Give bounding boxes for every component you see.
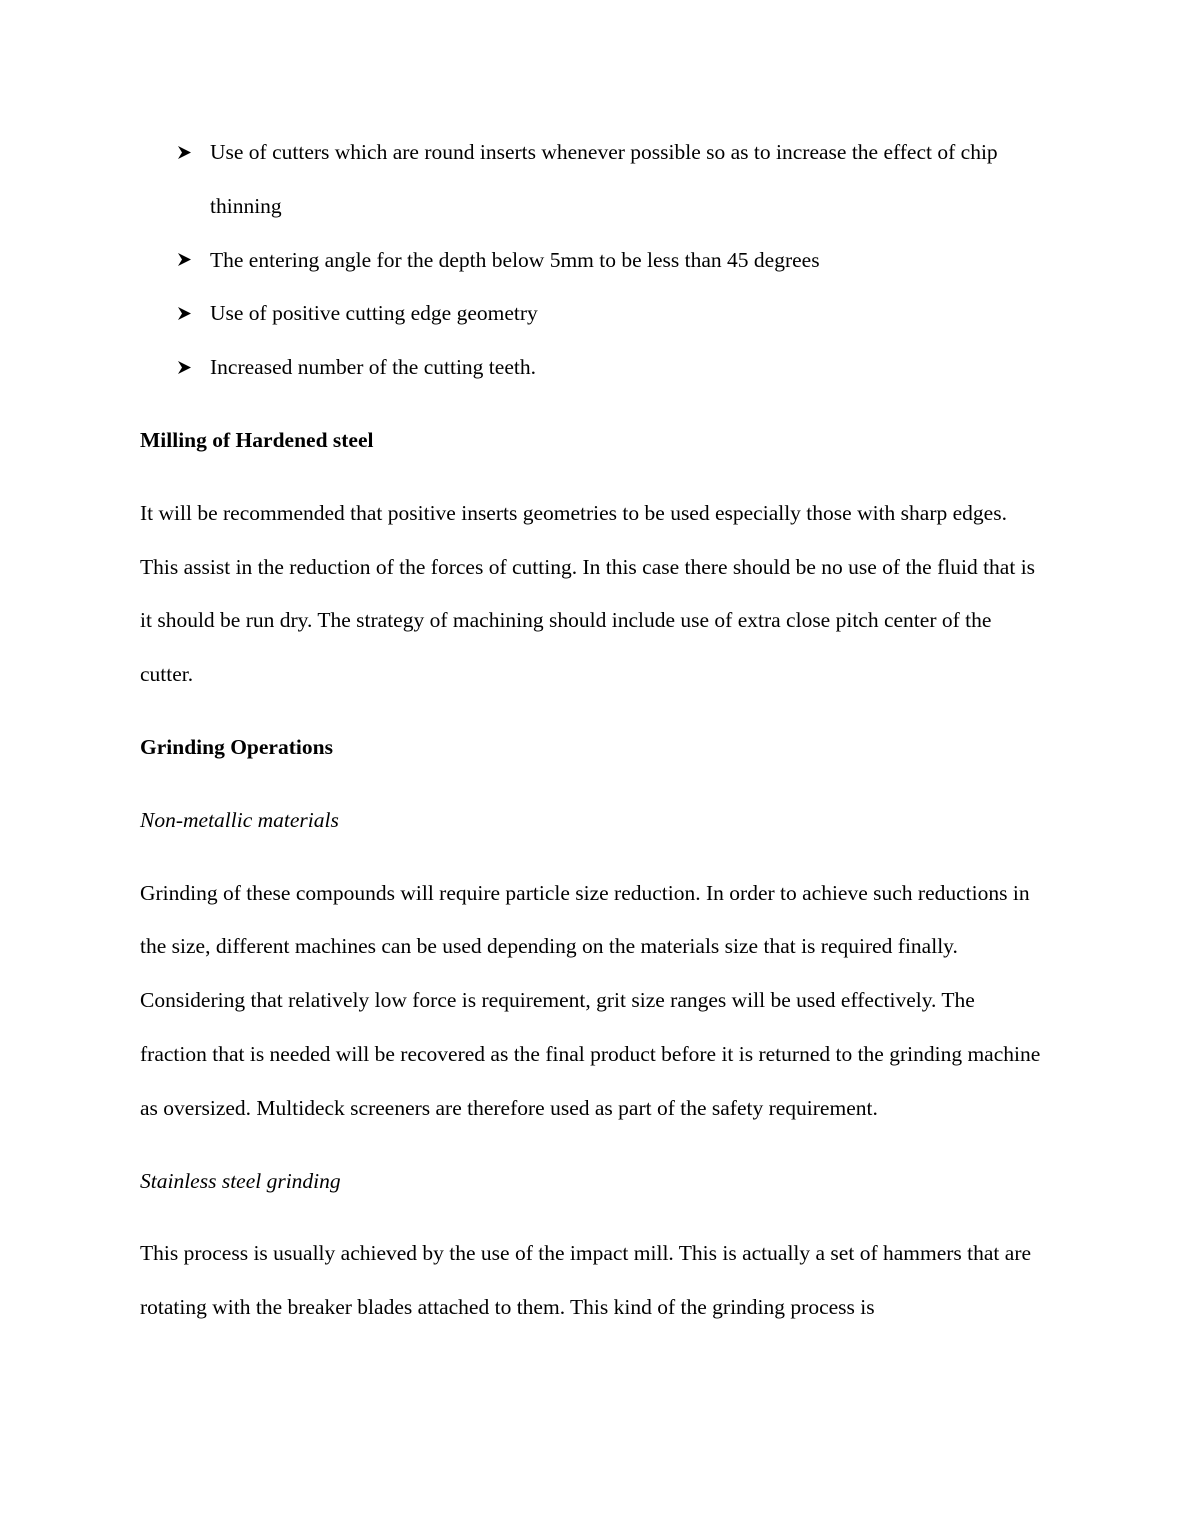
list-item [140, 341, 1045, 395]
nonmetallic-paragraph: Grinding of these compounds will require particle size reduction. In order to achieve such reductions in the size, different machines can be used depending on the materials size that is required finally. Considering that relatively low force is requirement, grit size ranges will be used effectively. The fraction that is needed will be recovered as the final product before it is returned to the grinding machine as oversized. Multideck screeners are therefore used as part of the safety requirement. [140, 880, 1041, 1120]
bullet-text: Increased number of the cutting teeth. [210, 355, 536, 380]
arrowhead-bullet-icon [177, 287, 197, 341]
bullet-text: The entering angle for the depth below 5mm to be less than 45 degrees [210, 247, 820, 272]
grinding-heading: Grinding Operations [140, 734, 333, 759]
stainless-subheading: Stainless steel grinding [140, 1168, 341, 1193]
list-item [140, 126, 1045, 234]
list-item [140, 287, 1045, 341]
stainless-paragraph: This process is usually achieved by the use of the impact mill. This is actually a set of hammers that are rotating with the breaker blades attached to them. This kind of the grinding process is [140, 1241, 1032, 1320]
list-item [140, 234, 1045, 288]
arrowhead-bullet-icon [177, 126, 197, 180]
nonmetallic-subheading: Non-metallic materials [140, 807, 339, 832]
bullet-list [140, 126, 1045, 395]
milling-paragraph: It will be recommended that positive inserts geometries to be used especially those with sharp edges. This assist in the reduction of the forces of cutting. In this case there should be no use of the fluid that is it should be run dry. The strategy of machining should include use of extra close pitch center of the cutter. [140, 500, 1036, 687]
document-page [140, 126, 1045, 1335]
bullet-text: Use of positive cutting edge geometry [210, 301, 538, 326]
arrowhead-bullet-icon [177, 234, 197, 288]
arrowhead-bullet-icon [177, 341, 197, 395]
bullet-text: Use of cutters which are round inserts whenever possible so as to increase the effect of chip thinning [210, 140, 998, 218]
milling-heading: Milling of Hardened steel [140, 427, 374, 452]
